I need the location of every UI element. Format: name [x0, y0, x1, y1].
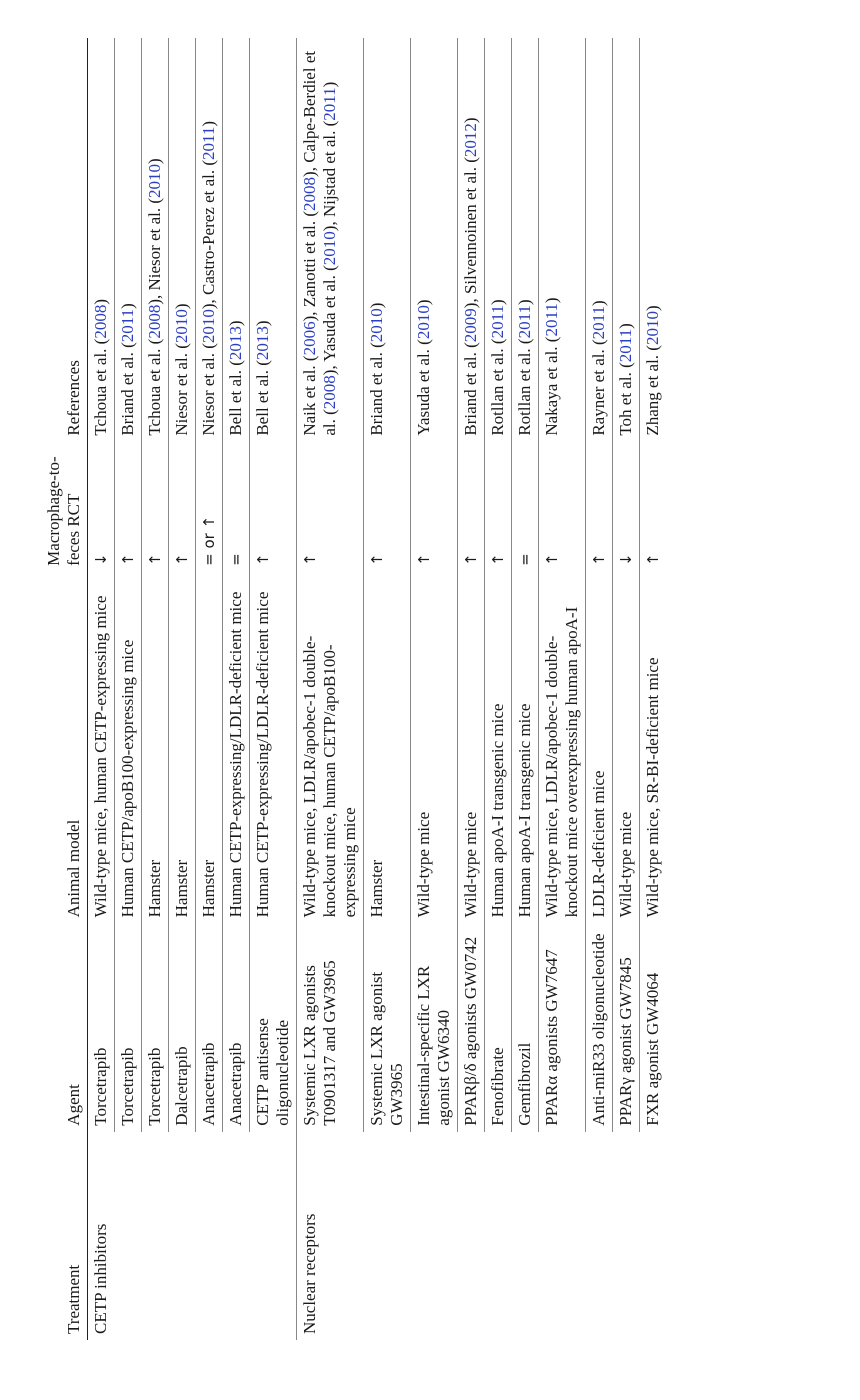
treatment-cell: [115, 1132, 142, 1340]
agent-cell: FXR agonist GW4064: [640, 923, 667, 1131]
references-cell: [539, 38, 586, 442]
table-row: [485, 38, 512, 1340]
reference-text: ): [145, 158, 164, 164]
rct-cell: ↑: [142, 442, 169, 572]
citation-link[interactable]: 2012: [461, 123, 480, 158]
reference-text: ), Castro-Perez et al. (: [199, 159, 218, 310]
reference-text: ), Silvennoinen et al. (: [461, 157, 480, 309]
rct-cell: ↑: [115, 442, 142, 572]
references-cell: [512, 38, 539, 442]
treatment-cell: [196, 1132, 223, 1340]
reference-text: Bell et al. (: [253, 360, 272, 436]
citation-link[interactable]: 2010: [367, 308, 386, 343]
citation-link[interactable]: 2010: [414, 305, 433, 340]
references-cell: [115, 38, 142, 442]
citation-link[interactable]: 2009: [461, 308, 480, 343]
rct-treatment-table: [40, 38, 666, 1340]
reference-text: Rayner et al. (: [589, 339, 608, 436]
treatment-cell: Nuclear receptors: [297, 1132, 364, 1340]
citation-link[interactable]: 2008: [145, 304, 164, 339]
rct-cell: ↑: [411, 442, 458, 572]
citation-link[interactable]: 2010: [199, 309, 218, 344]
reference-text: ): [461, 117, 480, 124]
agent-cell: Anacetrapib: [223, 923, 250, 1131]
citation-link[interactable]: 2008: [300, 176, 319, 211]
table-row: [88, 38, 115, 1340]
reference-text: ): [488, 299, 507, 306]
animal-model-cell: Human apoA-I transgenic mice: [512, 572, 539, 924]
agent-cell: CETP antisense oligonucleotide: [250, 923, 297, 1131]
animal-model-cell: Hamster: [142, 572, 169, 924]
citation-link[interactable]: 2011: [616, 328, 635, 363]
table-row: [586, 38, 613, 1340]
treatment-cell: [613, 1132, 640, 1340]
reference-text: ): [320, 81, 339, 88]
reference-text: ): [542, 297, 561, 304]
rct-cell: ↑: [297, 442, 364, 572]
treatment-cell: [250, 1132, 297, 1340]
agent-cell: Torcetrapib: [115, 923, 142, 1131]
treatment-cell: [586, 1132, 613, 1340]
table-row: [142, 38, 169, 1340]
rct-cell: ↑: [169, 442, 196, 572]
treatment-cell: [411, 1132, 458, 1340]
rotated-table-container: [40, 38, 830, 1340]
citation-link[interactable]: 2011: [542, 303, 561, 337]
agent-cell: Systemic LXR agonists T0901317 and GW3965: [297, 923, 364, 1131]
reference-text: ), Zanotti et al. (: [300, 210, 319, 322]
reference-text: Nakaya et al. (: [542, 336, 561, 436]
reference-text: ): [414, 299, 433, 306]
animal-model-cell: Wild-type mice: [458, 572, 485, 924]
treatment-cell: [169, 1132, 196, 1340]
reference-text: ): [226, 320, 245, 327]
reference-text: Zhang et al. (: [643, 345, 662, 436]
citation-link[interactable]: 2010: [172, 309, 191, 344]
reference-text: ): [91, 298, 110, 305]
citation-link[interactable]: 2011: [320, 87, 339, 121]
agent-cell: PPARα agonists GW7647: [539, 923, 586, 1131]
agent-cell: Torcetrapib: [142, 923, 169, 1131]
agent-cell: Intestinal-specific LXR agonist GW6340: [411, 923, 458, 1131]
animal-model-cell: Human CETP-expressing/LDLR-deficient mice: [250, 572, 297, 924]
reference-text: ), Calpe-Berdiel et al. (: [300, 50, 339, 436]
animal-model-cell: Human CETP-expressing/LDLR-deficient mice: [223, 572, 250, 924]
header-rct: Macrophage-to-feces RCT: [40, 442, 88, 572]
treatment-cell: [640, 1132, 667, 1340]
reference-text: ): [172, 303, 191, 310]
agent-cell: Fenofibrate: [485, 923, 512, 1131]
rct-cell: ↑: [364, 442, 411, 572]
animal-model-cell: Hamster: [169, 572, 196, 924]
agent-cell: PPARβ/δ agonists GW0742: [458, 923, 485, 1131]
references-cell: [640, 38, 667, 442]
reference-text: Naik et al. (: [300, 355, 319, 436]
reference-text: Rotllan et al. (: [515, 338, 534, 436]
references-cell: [196, 38, 223, 442]
treatment-cell: [539, 1132, 586, 1340]
rct-cell: =: [223, 442, 250, 572]
citation-link[interactable]: 2010: [643, 311, 662, 346]
references-cell: [485, 38, 512, 442]
table-row: [640, 38, 667, 1340]
header-agent: Agent: [40, 923, 88, 1131]
reference-text: Rotllan et al. (: [488, 338, 507, 436]
reference-text: ): [589, 300, 608, 306]
table-row: [411, 38, 458, 1340]
table-row: [364, 38, 411, 1340]
rct-cell: ↑: [485, 442, 512, 572]
reference-text: ): [616, 323, 635, 329]
animal-model-cell: Wild-type mice: [613, 572, 640, 924]
animal-model-cell: Hamster: [364, 572, 411, 924]
table-row: [169, 38, 196, 1340]
citation-link[interactable]: 2013: [253, 326, 272, 361]
agent-cell: Systemic LXR agonist GW3965: [364, 923, 411, 1131]
table-row: [115, 38, 142, 1340]
references-cell: [613, 38, 640, 442]
reference-text: Niesor et al. (: [199, 343, 218, 436]
table-row: [196, 38, 223, 1340]
reference-text: ): [515, 299, 534, 306]
citation-link[interactable]: 2011: [488, 305, 507, 339]
animal-model-cell: Wild-type mice, human CETP-expressing mice: [91, 595, 110, 918]
reference-text: Bell et al. (: [226, 360, 245, 436]
citation-link[interactable]: 2010: [145, 163, 164, 198]
treatment-cell: [364, 1132, 411, 1340]
references-cell: [88, 38, 115, 442]
treatment-cell: [485, 1132, 512, 1340]
header-references: References: [40, 38, 88, 442]
reference-text: ): [118, 303, 137, 309]
treatment-cell: CETP inhibitors: [88, 1132, 115, 1340]
table-row: [613, 38, 640, 1340]
header-animal-model: Animal model: [40, 572, 88, 924]
agent-cell: Torcetrapib: [91, 1047, 110, 1126]
animal-model-cell: Wild-type mice, SR-BI-deficient mice: [640, 572, 667, 924]
header-treatment: Treatment: [40, 1132, 88, 1340]
animal-model-cell: Wild-type mice, LDLR/apobec-1 double-knockout mice overexpressing human apoA-I: [539, 572, 586, 924]
reference-text: Tchoua et al. (: [145, 338, 164, 436]
treatment-cell: [223, 1132, 250, 1340]
rct-cell: ↑: [640, 442, 667, 572]
animal-model-cell: Wild-type mice: [411, 572, 458, 924]
rct-cell: ↑: [586, 442, 613, 572]
citation-link[interactable]: 2011: [199, 126, 218, 160]
table-row: [539, 38, 586, 1340]
rct-cell: ↓: [92, 553, 110, 566]
rct-cell: ↑: [539, 442, 586, 572]
reference-text: ): [199, 120, 218, 127]
reference-text: ): [253, 320, 272, 327]
references-cell: [250, 38, 297, 442]
reference-text: ): [367, 302, 386, 309]
reference-text: Briand et al. (: [367, 342, 386, 436]
reference-text: Toh et al. (: [616, 362, 635, 436]
treatment-cell: [458, 1132, 485, 1340]
treatment-cell: [512, 1132, 539, 1340]
reference-text: Yasuda et al. (: [414, 339, 433, 436]
rct-cell: =: [512, 442, 539, 572]
reference-text: Briand et al. (: [118, 342, 137, 436]
table-row: [458, 38, 485, 1340]
references-cell: [586, 38, 613, 442]
reference-text: ), Yasuda et al. (: [320, 265, 339, 376]
table-body: [88, 38, 667, 1340]
treatment-cell: [142, 1132, 169, 1340]
citation-link[interactable]: 2006: [300, 321, 319, 356]
table-row: [297, 38, 364, 1340]
table-row: [223, 38, 250, 1340]
reference-text: Briand et al. (: [461, 342, 480, 436]
references-cell: [142, 38, 169, 442]
citation-link[interactable]: 2011: [118, 308, 137, 343]
rct-cell: ↑: [458, 442, 485, 572]
animal-model-cell: LDLR-deficient mice: [586, 572, 613, 924]
reference-text: ), Nijstad et al. (: [320, 120, 339, 232]
reference-text: Niesor et al. (: [172, 343, 191, 436]
rct-cell: ↓: [613, 442, 640, 572]
citation-link[interactable]: 2011: [589, 305, 608, 340]
citation-link[interactable]: 2010: [320, 231, 339, 266]
animal-model-cell: Human apoA-I transgenic mice: [485, 572, 512, 924]
animal-model-cell: Human CETP/apoB100-expressing mice: [115, 572, 142, 924]
references-cell: [169, 38, 196, 442]
references-cell: [223, 38, 250, 442]
table-row: [512, 38, 539, 1340]
agent-cell: Anacetrapib: [196, 923, 223, 1131]
rct-cell: ↑: [250, 442, 297, 572]
citation-link[interactable]: 2008: [91, 304, 110, 339]
references-cell: [364, 38, 411, 442]
references-cell: [411, 38, 458, 442]
references-cell: [458, 38, 485, 442]
reference-text: Tchoua et al. (: [91, 338, 110, 436]
table-row: [250, 38, 297, 1340]
references-cell: [297, 38, 364, 442]
citation-link[interactable]: 2008: [320, 375, 339, 410]
agent-cell: Gemfibrozil: [512, 923, 539, 1131]
citation-link[interactable]: 2011: [515, 305, 534, 339]
agent-cell: Anti-miR33 oligonucleotide: [586, 923, 613, 1131]
reference-text: ): [643, 305, 662, 312]
animal-model-cell: Hamster: [196, 572, 223, 924]
rct-cell: = or ↑: [196, 442, 223, 572]
agent-cell: Dalcetrapib: [169, 923, 196, 1131]
agent-cell: PPARγ agonist GW7845: [613, 923, 640, 1131]
citation-link[interactable]: 2013: [226, 326, 245, 361]
animal-model-cell: Wild-type mice, LDLR/apobec-1 double-knockout mice, human CETP/apoB100-expressing mice: [297, 572, 364, 924]
reference-text: ), Niesor et al. (: [145, 197, 164, 305]
header-row: [40, 38, 88, 1340]
